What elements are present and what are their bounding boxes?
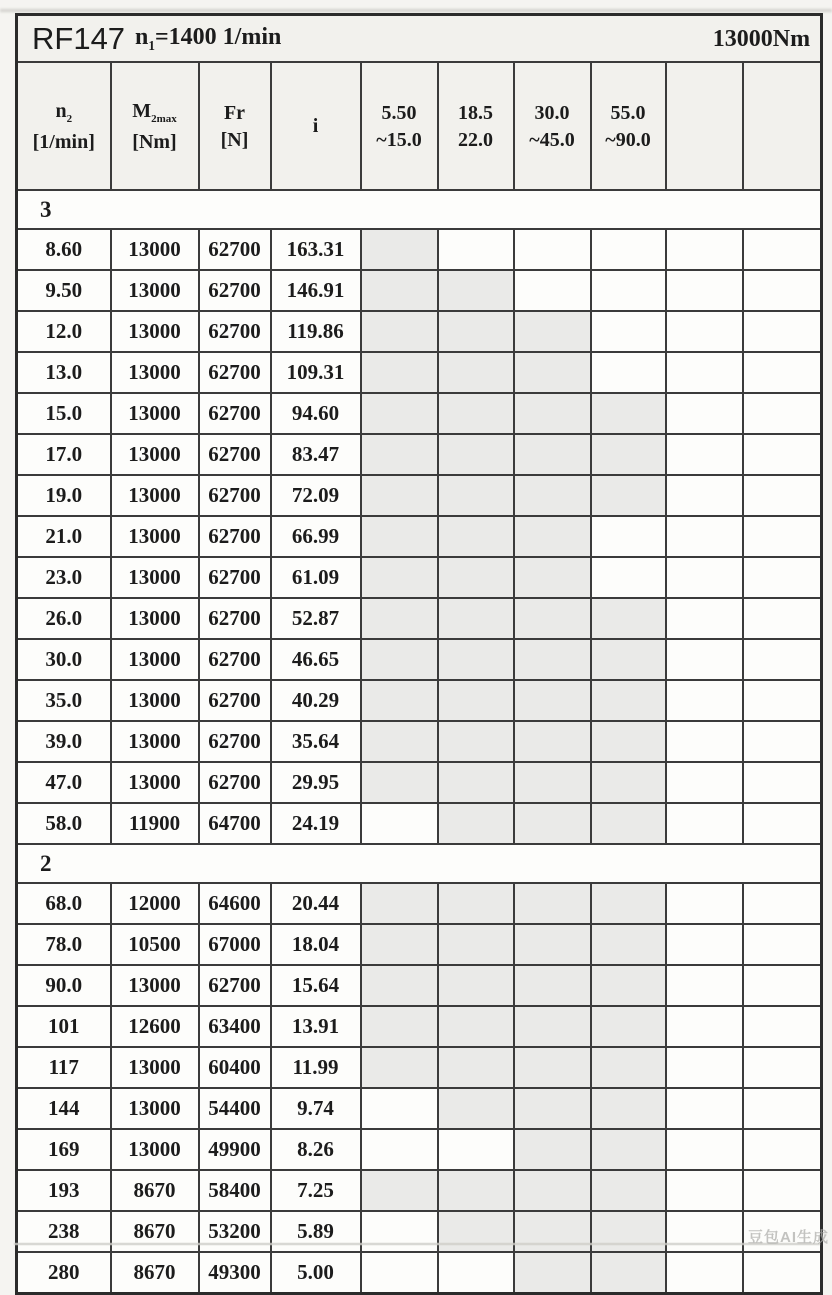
range-cell <box>361 434 438 475</box>
cell-i: 94.60 <box>271 393 361 434</box>
range-cell <box>361 680 438 721</box>
cell-i: 20.44 <box>271 883 361 924</box>
cell-m2max: 8670 <box>111 1211 199 1252</box>
empty-cell <box>666 598 743 639</box>
cell-m2max: 8670 <box>111 1252 199 1294</box>
cell-m2max: 13000 <box>111 762 199 803</box>
empty-cell <box>666 270 743 311</box>
empty-cell <box>743 475 822 516</box>
empty-cell <box>666 475 743 516</box>
range-cell <box>591 639 666 680</box>
header-range-1: 5.50 ~15.0 <box>361 62 438 190</box>
cell-i: 5.00 <box>271 1252 361 1294</box>
cell-m2max: 13000 <box>111 598 199 639</box>
cell-fr: 62700 <box>199 229 271 270</box>
cell-m2max: 13000 <box>111 1088 199 1129</box>
empty-cell <box>666 1047 743 1088</box>
range-cell <box>438 1211 514 1252</box>
title-cell <box>17 15 822 63</box>
range-cell <box>438 352 514 393</box>
range-cell <box>361 475 438 516</box>
header-range-2: 18.5 22.0 <box>438 62 514 190</box>
range-cell <box>361 598 438 639</box>
empty-cell <box>666 434 743 475</box>
range-cell <box>438 762 514 803</box>
title-row <box>17 15 822 63</box>
range-cell <box>361 924 438 965</box>
section-label: 3 <box>17 190 822 229</box>
cell-m2max: 13000 <box>111 557 199 598</box>
range-cell <box>591 883 666 924</box>
cell-n2: 23.0 <box>17 557 111 598</box>
range-cell <box>514 1006 591 1047</box>
cell-fr: 62700 <box>199 352 271 393</box>
empty-cell <box>666 721 743 762</box>
cell-n2: 144 <box>17 1088 111 1129</box>
cell-i: 8.26 <box>271 1129 361 1170</box>
range-cell <box>514 1211 591 1252</box>
cell-fr: 62700 <box>199 721 271 762</box>
range-cell <box>591 393 666 434</box>
cell-n2: 17.0 <box>17 434 111 475</box>
table-row <box>17 1129 822 1170</box>
range-cell <box>514 883 591 924</box>
table-row <box>17 639 822 680</box>
table-row <box>17 721 822 762</box>
table-row <box>17 1047 822 1088</box>
header-row <box>17 62 822 190</box>
cell-fr: 62700 <box>199 639 271 680</box>
empty-cell <box>743 639 822 680</box>
range-cell <box>514 1088 591 1129</box>
cell-i: 119.86 <box>271 311 361 352</box>
table-row <box>17 516 822 557</box>
range-cell <box>514 1047 591 1088</box>
range-cell <box>361 639 438 680</box>
empty-cell <box>743 1170 822 1211</box>
range-cell <box>514 803 591 844</box>
cell-n2: 8.60 <box>17 229 111 270</box>
cell-fr: 63400 <box>199 1006 271 1047</box>
section-row <box>17 844 822 883</box>
cell-i: 9.74 <box>271 1088 361 1129</box>
max-torque-label: 13000Nm <box>712 25 811 52</box>
empty-cell <box>743 762 822 803</box>
table-row <box>17 1252 822 1294</box>
range-cell <box>514 598 591 639</box>
cell-n2: 238 <box>17 1211 111 1252</box>
cell-fr: 49900 <box>199 1129 271 1170</box>
range-cell <box>361 557 438 598</box>
empty-cell <box>666 965 743 1006</box>
empty-cell <box>743 1129 822 1170</box>
range-cell <box>514 434 591 475</box>
empty-cell <box>666 557 743 598</box>
cell-m2max: 13000 <box>111 639 199 680</box>
empty-cell <box>743 1006 822 1047</box>
range-cell <box>361 1129 438 1170</box>
cell-m2max: 8670 <box>111 1170 199 1211</box>
range-cell <box>591 557 666 598</box>
empty-cell <box>666 883 743 924</box>
range-cell <box>361 1088 438 1129</box>
empty-cell <box>666 352 743 393</box>
empty-cell <box>743 965 822 1006</box>
range-cell <box>361 762 438 803</box>
section-row <box>17 190 822 229</box>
range-cell <box>438 516 514 557</box>
empty-cell <box>743 229 822 270</box>
header-range-3: 30.0 ~45.0 <box>514 62 591 190</box>
cell-m2max: 12000 <box>111 883 199 924</box>
range-cell <box>438 311 514 352</box>
cell-fr: 64600 <box>199 883 271 924</box>
range-cell <box>514 965 591 1006</box>
range-cell <box>591 680 666 721</box>
range-cell <box>591 762 666 803</box>
table-row <box>17 965 822 1006</box>
table-row <box>17 229 822 270</box>
cell-fr: 49300 <box>199 1252 271 1294</box>
cell-n2: 169 <box>17 1129 111 1170</box>
range-cell <box>591 598 666 639</box>
cell-fr: 62700 <box>199 270 271 311</box>
header-n2: $n_2$ [1/min] <box>17 62 111 190</box>
cell-m2max: 13000 <box>111 311 199 352</box>
empty-cell <box>666 680 743 721</box>
header-fr: Fr [N] <box>199 62 271 190</box>
cell-fr: 62700 <box>199 475 271 516</box>
range-cell <box>438 393 514 434</box>
cell-i: 5.89 <box>271 1211 361 1252</box>
header-range-4: 55.0 ~90.0 <box>591 62 666 190</box>
range-cell <box>514 229 591 270</box>
header-empty-1 <box>666 62 743 190</box>
range-cell <box>591 229 666 270</box>
empty-cell <box>743 557 822 598</box>
range-cell <box>514 557 591 598</box>
empty-cell <box>743 721 822 762</box>
range-cell <box>438 803 514 844</box>
cell-m2max: 13000 <box>111 475 199 516</box>
cell-n2: 117 <box>17 1047 111 1088</box>
range-cell <box>438 557 514 598</box>
range-cell <box>361 721 438 762</box>
table-row <box>17 352 822 393</box>
range-cell <box>438 598 514 639</box>
empty-cell <box>743 883 822 924</box>
cell-n2: 26.0 <box>17 598 111 639</box>
cell-n2: 13.0 <box>17 352 111 393</box>
cell-i: 109.31 <box>271 352 361 393</box>
empty-cell <box>743 352 822 393</box>
cell-n2: 280 <box>17 1252 111 1294</box>
cell-i: 15.64 <box>271 965 361 1006</box>
cell-fr: 62700 <box>199 965 271 1006</box>
range-cell <box>361 803 438 844</box>
cell-n2: 21.0 <box>17 516 111 557</box>
empty-cell <box>666 229 743 270</box>
cell-m2max: 13000 <box>111 1047 199 1088</box>
cell-fr: 62700 <box>199 762 271 803</box>
cell-m2max: 13000 <box>111 1129 199 1170</box>
empty-cell <box>666 1129 743 1170</box>
cell-fr: 60400 <box>199 1047 271 1088</box>
cell-m2max: 13000 <box>111 229 199 270</box>
cell-fr: 54400 <box>199 1088 271 1129</box>
range-cell <box>361 393 438 434</box>
cell-m2max: 13000 <box>111 721 199 762</box>
empty-cell <box>743 924 822 965</box>
cell-n2: 68.0 <box>17 883 111 924</box>
range-cell <box>438 270 514 311</box>
empty-cell <box>666 803 743 844</box>
table-row <box>17 557 822 598</box>
range-cell <box>591 1088 666 1129</box>
cell-fr: 62700 <box>199 598 271 639</box>
model-label: RF147 <box>32 21 126 56</box>
range-cell <box>361 1170 438 1211</box>
range-cell <box>591 1006 666 1047</box>
empty-cell <box>743 270 822 311</box>
cell-n2: 39.0 <box>17 721 111 762</box>
range-cell <box>514 1129 591 1170</box>
cell-fr: 62700 <box>199 557 271 598</box>
cell-n2: 78.0 <box>17 924 111 965</box>
range-cell <box>361 1006 438 1047</box>
empty-cell <box>743 1088 822 1129</box>
cell-i: 40.29 <box>271 680 361 721</box>
range-cell <box>361 1047 438 1088</box>
cell-n2: 47.0 <box>17 762 111 803</box>
table-row <box>17 598 822 639</box>
range-cell <box>361 229 438 270</box>
cell-i: 72.09 <box>271 475 361 516</box>
watermark: 豆包AI生成 <box>747 1229 829 1246</box>
cell-m2max: 13000 <box>111 352 199 393</box>
datasheet <box>15 13 820 1295</box>
cell-i: 163.31 <box>271 229 361 270</box>
range-cell <box>591 1047 666 1088</box>
cell-i: 24.19 <box>271 803 361 844</box>
table-row <box>17 1006 822 1047</box>
range-cell <box>514 475 591 516</box>
table-row <box>17 1211 822 1252</box>
range-cell <box>361 1252 438 1294</box>
empty-cell <box>666 1088 743 1129</box>
cell-m2max: 12600 <box>111 1006 199 1047</box>
cell-fr: 62700 <box>199 393 271 434</box>
range-cell <box>361 883 438 924</box>
empty-cell <box>743 598 822 639</box>
range-cell <box>591 721 666 762</box>
range-cell <box>438 229 514 270</box>
table-row <box>17 803 822 844</box>
range-cell <box>438 1006 514 1047</box>
range-cell <box>361 516 438 557</box>
empty-cell <box>666 1170 743 1211</box>
range-cell <box>591 475 666 516</box>
range-cell <box>514 311 591 352</box>
section-label: 2 <box>17 844 822 883</box>
range-cell <box>514 721 591 762</box>
cell-i: 83.47 <box>271 434 361 475</box>
table-row <box>17 1170 822 1211</box>
empty-cell <box>666 639 743 680</box>
table-row <box>17 883 822 924</box>
range-cell <box>438 965 514 1006</box>
empty-cell <box>743 434 822 475</box>
cell-m2max: 13000 <box>111 393 199 434</box>
range-cell <box>591 803 666 844</box>
cell-i: 146.91 <box>271 270 361 311</box>
empty-cell <box>666 311 743 352</box>
range-cell <box>514 352 591 393</box>
cell-fr: 67000 <box>199 924 271 965</box>
cell-i: 13.91 <box>271 1006 361 1047</box>
cell-n2: 30.0 <box>17 639 111 680</box>
next-row-partial-line <box>14 1243 820 1245</box>
table-row <box>17 434 822 475</box>
cell-m2max: 13000 <box>111 270 199 311</box>
range-cell <box>514 924 591 965</box>
range-cell <box>591 311 666 352</box>
cell-i: 46.65 <box>271 639 361 680</box>
ratio-table <box>15 13 823 1295</box>
range-cell <box>514 762 591 803</box>
range-cell <box>591 270 666 311</box>
cell-i: 61.09 <box>271 557 361 598</box>
empty-cell <box>743 1252 822 1294</box>
header-i: i <box>271 62 361 190</box>
table-row <box>17 762 822 803</box>
empty-cell <box>666 1006 743 1047</box>
range-cell <box>591 924 666 965</box>
cell-i: 11.99 <box>271 1047 361 1088</box>
table-row <box>17 924 822 965</box>
empty-cell <box>743 680 822 721</box>
empty-cell <box>743 393 822 434</box>
cell-m2max: 13000 <box>111 434 199 475</box>
cell-n2: 58.0 <box>17 803 111 844</box>
cell-n2: 12.0 <box>17 311 111 352</box>
range-cell <box>591 1211 666 1252</box>
cell-n2: 101 <box>17 1006 111 1047</box>
range-cell <box>438 639 514 680</box>
range-cell <box>591 1129 666 1170</box>
cell-i: 29.95 <box>271 762 361 803</box>
cell-m2max: 10500 <box>111 924 199 965</box>
range-cell <box>438 1047 514 1088</box>
input-speed-label: $n_1=1400$ 1/min <box>135 24 282 53</box>
range-cell <box>361 1211 438 1252</box>
range-cell <box>591 434 666 475</box>
range-cell <box>514 393 591 434</box>
range-cell <box>591 965 666 1006</box>
cell-i: 35.64 <box>271 721 361 762</box>
range-cell <box>438 721 514 762</box>
cell-m2max: 11900 <box>111 803 199 844</box>
header-empty-2 <box>743 62 822 190</box>
cell-n2: 193 <box>17 1170 111 1211</box>
table-row <box>17 270 822 311</box>
cell-fr: 58400 <box>199 1170 271 1211</box>
range-cell <box>361 965 438 1006</box>
empty-cell <box>666 516 743 557</box>
empty-cell <box>743 311 822 352</box>
range-cell <box>438 883 514 924</box>
cell-n2: 90.0 <box>17 965 111 1006</box>
header-m2max: $M_{2max}$ [Nm] <box>111 62 199 190</box>
cell-i: 7.25 <box>271 1170 361 1211</box>
cell-fr: 64700 <box>199 803 271 844</box>
cell-i: 18.04 <box>271 924 361 965</box>
empty-cell <box>666 1211 743 1252</box>
empty-cell <box>743 803 822 844</box>
range-cell <box>514 1170 591 1211</box>
range-cell <box>438 1129 514 1170</box>
cell-i: 66.99 <box>271 516 361 557</box>
range-cell <box>438 475 514 516</box>
table-row <box>17 393 822 434</box>
range-cell <box>591 1170 666 1211</box>
range-cell <box>514 516 591 557</box>
cell-fr: 62700 <box>199 434 271 475</box>
cell-n2: 19.0 <box>17 475 111 516</box>
cell-fr: 62700 <box>199 311 271 352</box>
empty-cell <box>666 924 743 965</box>
range-cell <box>514 1252 591 1294</box>
cell-fr: 62700 <box>199 680 271 721</box>
empty-cell <box>666 762 743 803</box>
empty-cell <box>743 516 822 557</box>
empty-cell <box>666 1252 743 1294</box>
cell-n2: 35.0 <box>17 680 111 721</box>
cell-i: 52.87 <box>271 598 361 639</box>
cell-m2max: 13000 <box>111 680 199 721</box>
table-row <box>17 680 822 721</box>
range-cell <box>438 924 514 965</box>
range-cell <box>591 516 666 557</box>
range-cell <box>361 352 438 393</box>
cell-n2: 15.0 <box>17 393 111 434</box>
table-row <box>17 475 822 516</box>
range-cell <box>591 1252 666 1294</box>
range-cell <box>438 680 514 721</box>
range-cell <box>514 639 591 680</box>
empty-cell <box>666 393 743 434</box>
table-row <box>17 1088 822 1129</box>
range-cell <box>514 270 591 311</box>
cell-m2max: 13000 <box>111 965 199 1006</box>
cell-fr: 53200 <box>199 1211 271 1252</box>
range-cell <box>438 434 514 475</box>
range-cell <box>361 270 438 311</box>
cell-n2: 9.50 <box>17 270 111 311</box>
range-cell <box>591 352 666 393</box>
page-top-edge-smudge <box>0 9 832 12</box>
range-cell <box>514 680 591 721</box>
range-cell <box>361 311 438 352</box>
cell-m2max: 13000 <box>111 516 199 557</box>
empty-cell <box>743 1047 822 1088</box>
range-cell <box>438 1252 514 1294</box>
cell-fr: 62700 <box>199 516 271 557</box>
table-row <box>17 311 822 352</box>
range-cell <box>438 1088 514 1129</box>
range-cell <box>438 1170 514 1211</box>
